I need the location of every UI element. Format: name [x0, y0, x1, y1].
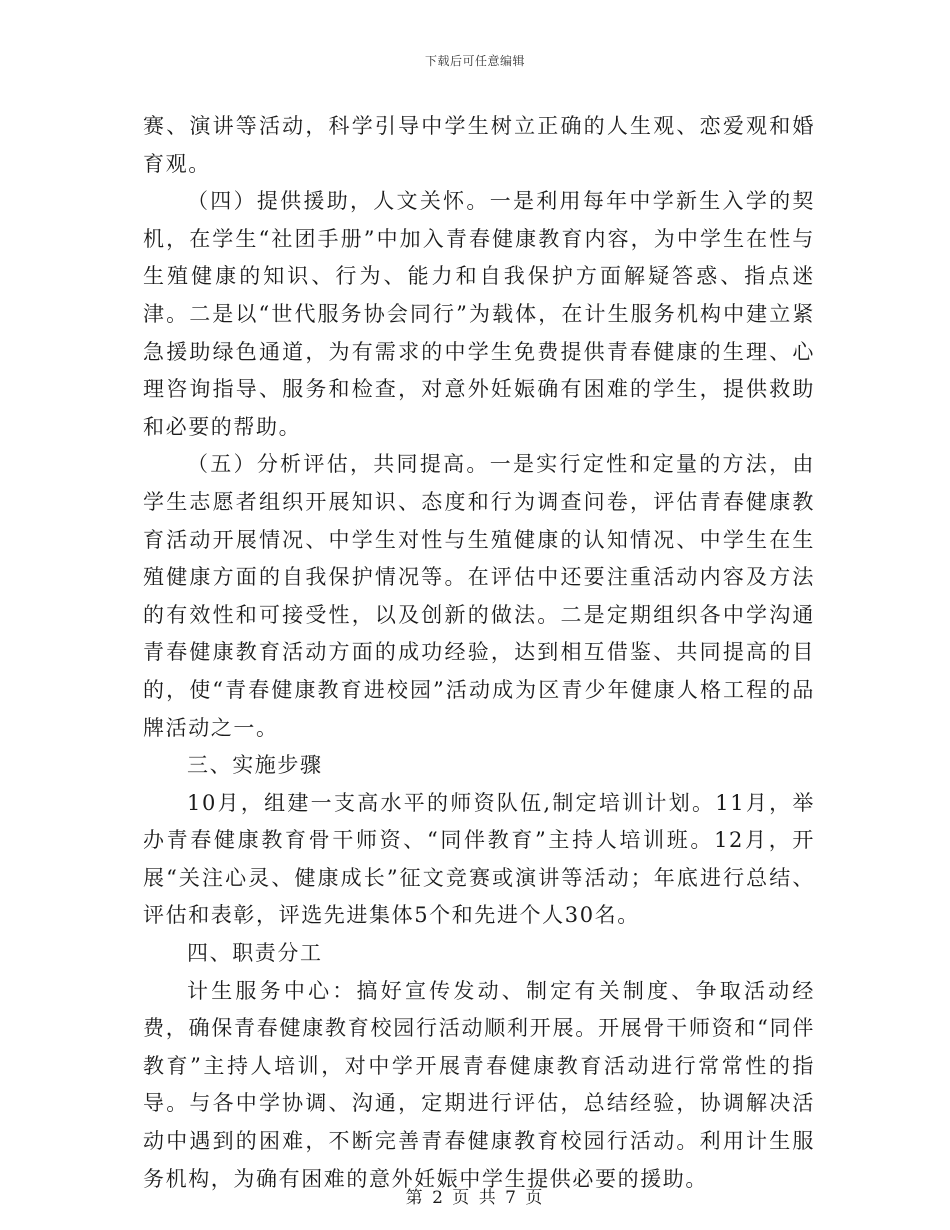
page-header: 下载后可任意编辑	[424, 54, 525, 68]
heading-implementation-steps: 三、实施步骤	[187, 753, 323, 778]
paragraph-responsibilities: 计生服务中心：搞好宣传发动、制定有关制度、争取活动经费，确保青春健康教育校园行活动顺利开展。开展骨干师资和“同伴教育”主持人培训，对中学开展青春健康教育活动进行常常性的指导。与各中学协调、沟通，定期进行评估，总结经验，协调解决活动中遇到的困难，不断完善青春健康教育校园行活动。利用计生服务机构，为确有困难的意外妊娠中学生提供必要的援助。	[143, 978, 815, 1191]
paragraph-section-4: （四）提供援助，人文关怀。一是利用每年中学新生入学的契机，在学生“社团手册”中加入青春健康教育内容，为中学生在性与生殖健康的知识、行为、能力和自我保护方面解疑答惑、指点迷津。二是以“世代服务协会同行”为载体，在计生服务机构中建立紧急援助绿色通道，为有需求的中学生免费提供青春健康的生理、心理咨询指导、服务和检查，对意外妊娠确有困难的学生，提供救助和必要的帮助。	[143, 189, 815, 439]
page-number-footer: 第 2 页 共 7 页	[405, 1188, 545, 1208]
paragraph-continuation: 赛、演讲等活动，科学引导中学生树立正确的人生观、恋爱观和婚育观。	[143, 114, 815, 176]
paragraph-implementation-steps: 10月，组建一支高水平的师资队伍,制定培训计划。11月，举办青春健康教育骨干师资、“同伴教育”主持人培训班。12月，开展“关注心灵、健康成长”征文竞赛或演讲等活动；年底进行总结、评估和表彰，评选先进集体5个和先进个人30名。	[143, 790, 815, 928]
document-body	[143, 108, 815, 1198]
paragraph-section-5: （五）分析评估，共同提高。一是实行定性和定量的方法，由学生志愿者组织开展知识、态度和行为调查问卷，评估青春健康教育活动开展情况、中学生对性与生殖健康的认知情况、中学生在生殖健康方面的自我保护情况等。在评估中还要注重活动内容及方法的有效性和可接受性，以及创新的做法。二是定期组织各中学沟通青春健康教育活动方面的成功经验，达到相互借鉴、共同提高的目的，使“青春健康教育进校园”活动成为区青少年健康人格工程的品牌活动之一。	[143, 452, 815, 740]
heading-responsibilities: 四、职责分工	[187, 941, 323, 966]
